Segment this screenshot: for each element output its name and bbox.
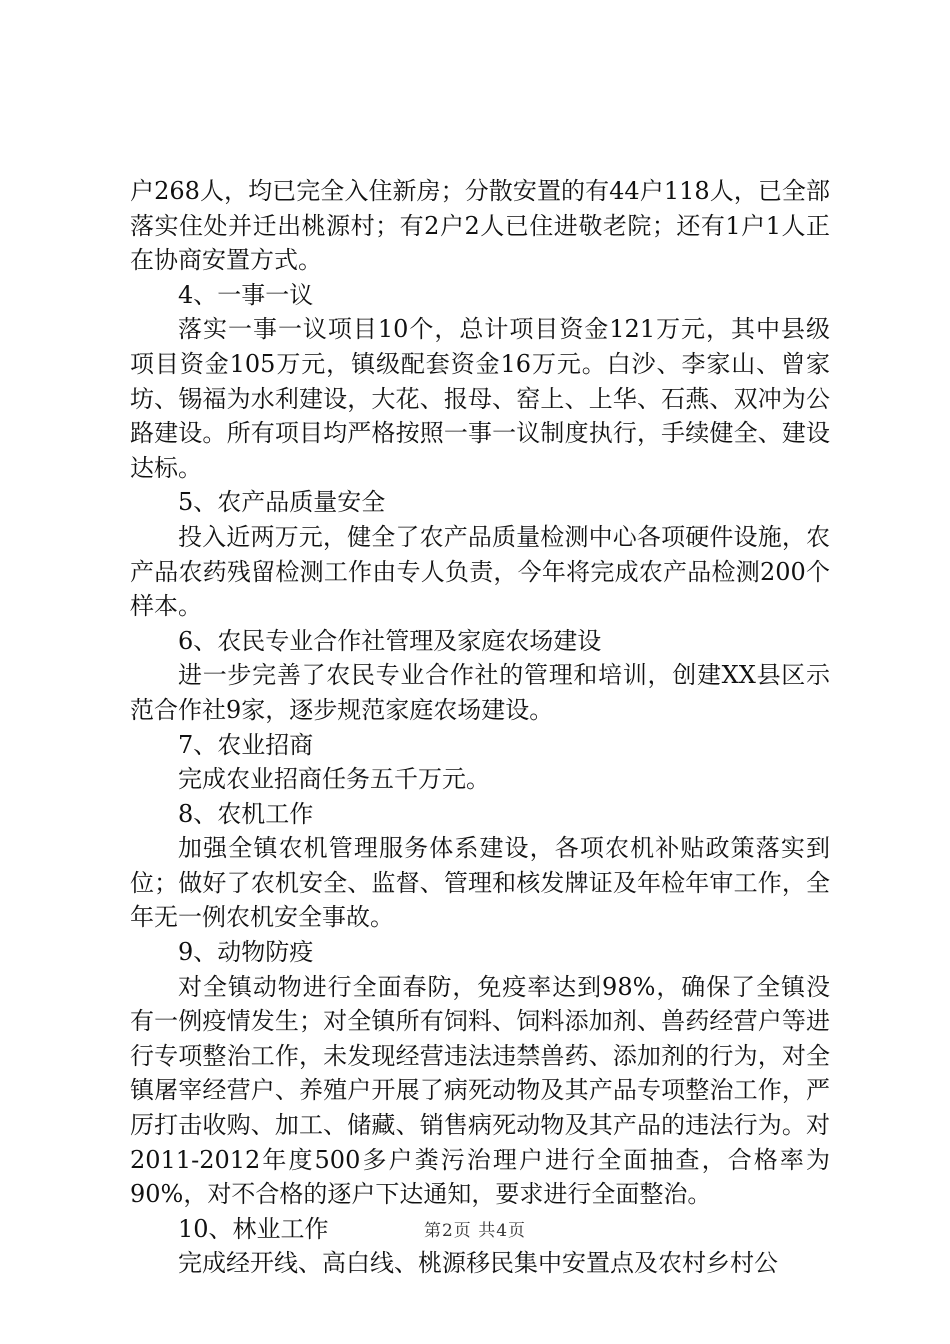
paragraph: 完成经开线、高白线、桃源移民集中安置点及农村乡村公 [178, 1249, 778, 1278]
paragraph: 落实一事一议项目10个，总计项目资金121万元，其中县级项目资金105万元，镇级配套资金16万元。白沙、李家山、曾家坊、锡福为水利建设，大花、报母、窑上、上华、石燕、双冲为公路建设。所有项目均严格按照一事一议制度执行，手续健全、建设达标。 [130, 315, 830, 482]
paragraph: 加强全镇农机管理服务体系建设，各项农机补贴政策落实到位；做好了农机安全、监督、管理和核发牌证及年检年审工作，全年无一例农机安全事故。 [130, 834, 830, 932]
section-heading: 7、农业招商 [178, 730, 314, 759]
paragraph: 对全镇动物进行全面春防，免疫率达到98%，确保了全镇没有一例疫情发生；对全镇所有饲料、饲料添加剂、兽药经营户等进行专项整治工作，未发现经营违法违禁兽药、添加剂的行为，对全镇屠宰经营户、养殖户开展了病死动物及其产品专项整治工作，严厉打击收购、加工、储藏、销售病死动物及其产品的违法行为。对2011-2012年度500多户粪污治理户进行全面抽查，合格率为90%，对不合格的逐户下达通知，要求进行全面整治。 [130, 972, 830, 1209]
section-heading: 8、农机工作 [178, 799, 314, 828]
section-heading: 4、一事一议 [178, 280, 314, 309]
section-heading: 10、林业工作 [178, 1214, 329, 1243]
paragraph: 完成农业招商任务五千万元。 [178, 765, 490, 794]
paragraph: 户268人，均已完全入住新房；分散安置的有44户118人，已全部落实住处并迁出桃源村；有2户2人已住进敬老院；还有1户1人正在协商安置方式。 [130, 177, 830, 275]
section-heading: 5、农产品质量安全 [178, 488, 386, 517]
section-heading: 9、动物防疫 [178, 938, 314, 967]
document-body [130, 174, 830, 1281]
section-heading: 6、农民专业合作社管理及家庭农场建设 [178, 626, 602, 655]
paragraph: 进一步完善了农民专业合作社的管理和培训，创建XX县区示范合作社9家，逐步规范家庭农场建设。 [130, 661, 830, 724]
paragraph: 投入近两万元，健全了农产品质量检测中心各项硬件设施，农产品农药残留检测工作由专人负责，今年将完成农产品检测200个样本。 [130, 522, 830, 621]
page-footer: 第2页 共4页 [423, 1221, 527, 1241]
